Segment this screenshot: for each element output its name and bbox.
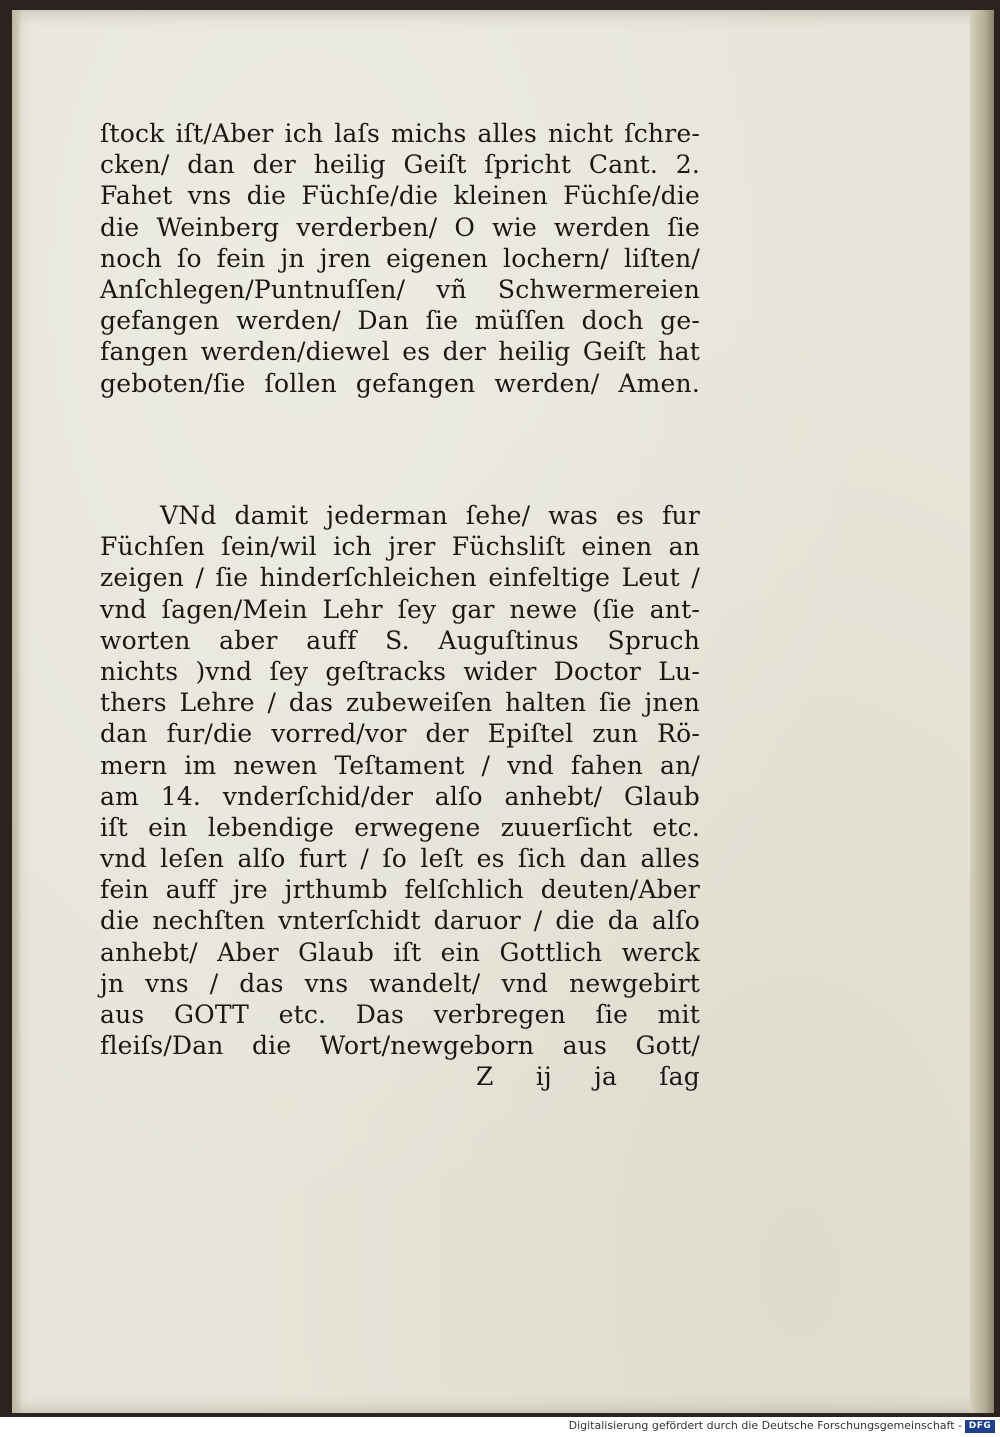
- text-line: worten aber auff S. Auguſtinus Spruch: [100, 625, 700, 655]
- text-line: vnd leſen alſo furt / ſo leſt es ſich dan alles: [100, 844, 700, 874]
- text-line: Fahet vns die Füchſe/die kleinen Füchſe/die: [100, 181, 700, 211]
- text-line: fein auff jre jrthumb felſchlich deuten/Aber: [100, 875, 700, 905]
- text-line: mern im newen Teſtament / vnd fahen an/: [100, 750, 700, 780]
- text-line: vnd ſagen/Mein Lehr ſey gar newe (ſie ant-: [100, 594, 700, 624]
- text-line: dan fur/die vorred/vor der Epiſtel zun Rö-: [100, 719, 700, 749]
- text-line: iſt ein lebendige erwegene zuuerſicht etc.: [100, 812, 700, 842]
- text-line: geboten/ſie ſollen gefangen werden/ Amen.: [100, 368, 700, 398]
- text-block-lower: [100, 500, 700, 1093]
- text-line-initial: VNd damit jederman ſehe/ was es fur: [160, 501, 700, 530]
- text-line: thers Lehre / das zubeweiſen halten ſie jnen: [100, 688, 700, 718]
- text-line: jn vns / das vns wandelt/ vnd newgebirt: [100, 968, 700, 998]
- text-line: die nechſten vnterſchidt daruor / die da alſo: [100, 906, 700, 936]
- text-line: fleiſs/Dan die Wort/newgeborn aus Gott/: [100, 1031, 700, 1061]
- text-line: zeigen / ſie hinderſchleichen einfeltige Leut /: [100, 563, 700, 593]
- text-line: noch ſo fein jn jren eigenen lochern/ liſten/: [100, 243, 700, 273]
- text-line: ſtock iſt/Aber ich laſs michs alles nicht ſchre-: [100, 119, 700, 148]
- catchword-line: Z ij ja ſag: [476, 1062, 700, 1092]
- text-line: Anſchlegen/Puntnuſſen/ vñ Schwermereien: [100, 274, 700, 304]
- dfg-logo: DFG: [965, 1420, 995, 1433]
- footer-credit: Digitalisierung gefördert durch die Deutsche Forschungsgemeinschaft -: [568, 1419, 962, 1432]
- text-line: cken/ dan der heilig Geiſt ſpricht Cant. 2.: [100, 150, 700, 180]
- text-line: fangen werden/diewel es der heilig Geiſt hat: [100, 337, 700, 367]
- text-line: anhebt/ Aber Glaub iſt ein Gottlich werck: [100, 937, 700, 967]
- text-line: nichts )vnd ſey geſtracks wider Doctor Lu-: [100, 656, 700, 686]
- page-gutter-shadow: [12, 10, 22, 1413]
- text-line: die Weinberg verderben/ O wie werden ſie: [100, 212, 700, 242]
- text-line: am 14. vnderſchid/der alſo anhebt/ Glaub: [100, 781, 700, 811]
- text-block-upper: [100, 118, 700, 399]
- text-line: aus GOTT etc. Das verbregen ſie mit: [100, 1000, 700, 1029]
- page-edge: [970, 10, 994, 1413]
- text-line: gefangen werden/ Dan ſie müſſen doch ge-: [100, 306, 700, 336]
- text-line: Füchſen ſein/wil ich jrer Füchsliſt einen an: [100, 532, 700, 562]
